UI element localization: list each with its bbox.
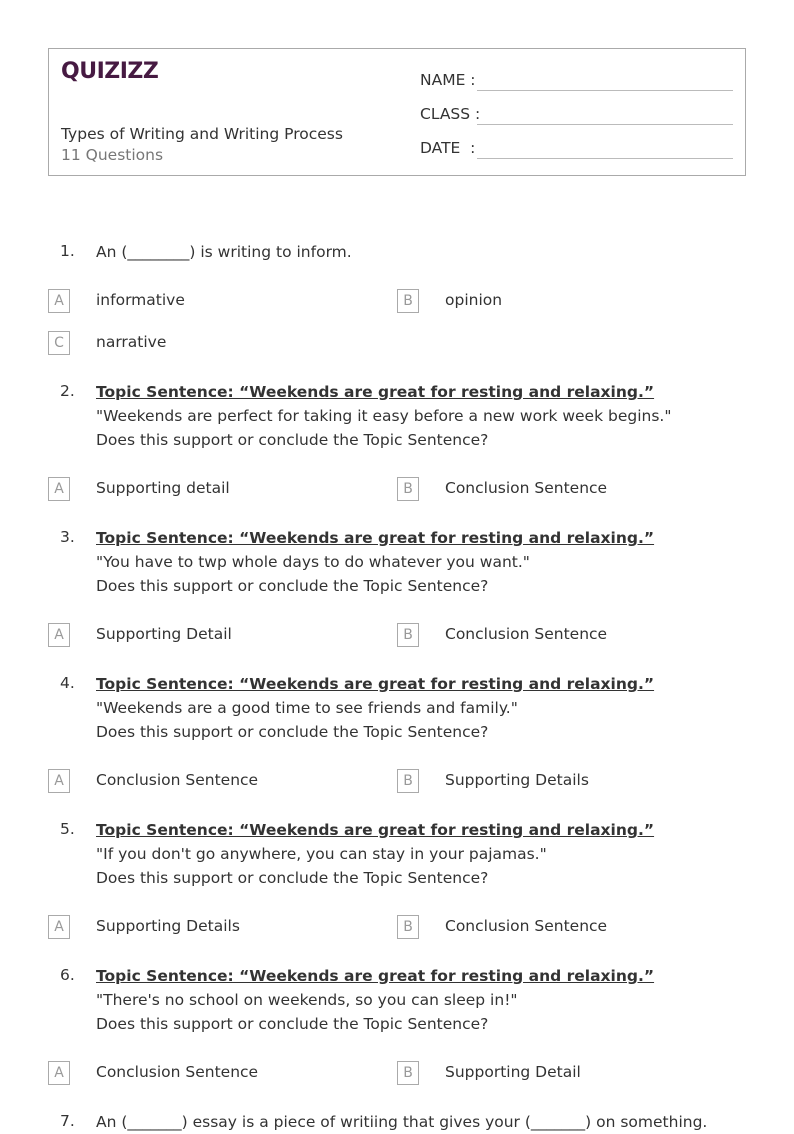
question-text — [96, 818, 654, 890]
quizizz-logo: QUIZIZZ — [61, 59, 159, 84]
question-prompt: Does this support or conclude the Topic Sentence? — [96, 1015, 489, 1033]
date-line[interactable] — [477, 158, 733, 159]
question-text — [96, 964, 654, 1036]
option-text: Conclusion Sentence — [96, 1063, 259, 1081]
option-text: Conclusion Sentence — [445, 625, 608, 643]
name-field[interactable] — [420, 65, 733, 91]
option-letter-box[interactable]: A — [48, 1061, 70, 1085]
question-number: 3. — [60, 528, 75, 546]
question-prompt: Does this support or conclude the Topic Sentence? — [96, 869, 489, 887]
name-label: NAME : — [420, 71, 476, 89]
question-prompt: Does this support or conclude the Topic Sentence? — [96, 577, 489, 595]
option-letter-box[interactable]: B — [397, 289, 419, 313]
question-count: 11 Questions — [61, 146, 164, 164]
question-number: 1. — [60, 242, 75, 260]
question-number: 7. — [60, 1112, 75, 1130]
worksheet-header — [48, 48, 746, 176]
option-letter-box[interactable]: A — [48, 289, 70, 313]
option-letter-box[interactable]: B — [397, 769, 419, 793]
option-text: Conclusion Sentence — [96, 771, 259, 789]
topic-sentence: Topic Sentence: “Weekends are great for resting and relaxing.” — [96, 383, 655, 401]
class-label: CLASS : — [420, 105, 481, 123]
option-letter-box[interactable]: A — [48, 477, 70, 501]
question-line: "You have to twp whole days to do whatever you want." — [96, 553, 530, 571]
option-text: opinion — [445, 291, 503, 309]
topic-sentence: Topic Sentence: “Weekends are great for resting and relaxing.” — [96, 821, 655, 839]
option-letter-box[interactable]: B — [397, 623, 419, 647]
option-letter-box[interactable]: A — [48, 915, 70, 939]
question-number: 2. — [60, 382, 75, 400]
option-letter-box[interactable]: B — [397, 477, 419, 501]
topic-sentence: Topic Sentence: “Weekends are great for resting and relaxing.” — [96, 675, 655, 693]
option-text: Supporting Details — [445, 771, 589, 789]
option-letter-box[interactable]: A — [48, 623, 70, 647]
option-text: Supporting Detail — [96, 625, 232, 643]
question-line: "There's no school on weekends, so you can sleep in!" — [96, 991, 518, 1009]
worksheet-title: Types of Writing and Writing Process — [61, 125, 343, 143]
option-letter-box[interactable]: C — [48, 331, 70, 355]
class-line[interactable] — [477, 124, 733, 125]
date-label: DATE : — [420, 139, 476, 157]
question-number: 6. — [60, 966, 75, 984]
question-line: "If you don't go anywhere, you can stay in your pajamas." — [96, 845, 547, 863]
option-text: Supporting Details — [96, 917, 240, 935]
option-text: Supporting Detail — [445, 1063, 581, 1081]
option-letter-box[interactable]: B — [397, 1061, 419, 1085]
option-text: Supporting detail — [96, 479, 230, 497]
question-text — [96, 672, 654, 744]
question-number: 5. — [60, 820, 75, 838]
option-letter-box[interactable]: B — [397, 915, 419, 939]
question-prompt: Does this support or conclude the Topic Sentence? — [96, 431, 489, 449]
question-text: An (________) is writing to inform. — [96, 243, 352, 261]
option-letter-box[interactable]: A — [48, 769, 70, 793]
name-line[interactable] — [477, 90, 733, 91]
option-text: Conclusion Sentence — [445, 479, 608, 497]
date-field[interactable] — [420, 133, 733, 159]
question-text — [96, 526, 654, 598]
question-line: "Weekends are perfect for taking it easy before a new work week begins." — [96, 407, 672, 425]
topic-sentence: Topic Sentence: “Weekends are great for resting and relaxing.” — [96, 967, 655, 985]
option-text: informative — [96, 291, 185, 309]
question-line: "Weekends are a good time to see friends and family." — [96, 699, 518, 717]
option-text: Conclusion Sentence — [445, 917, 608, 935]
class-field[interactable] — [420, 99, 733, 125]
topic-sentence: Topic Sentence: “Weekends are great for resting and relaxing.” — [96, 529, 655, 547]
question-text: An (_______) essay is a piece of writiing that gives your (_______) on something. — [96, 1113, 708, 1131]
question-number: 4. — [60, 674, 75, 692]
question-prompt: Does this support or conclude the Topic Sentence? — [96, 723, 489, 741]
option-text: narrative — [96, 333, 167, 351]
question-text — [96, 380, 671, 452]
